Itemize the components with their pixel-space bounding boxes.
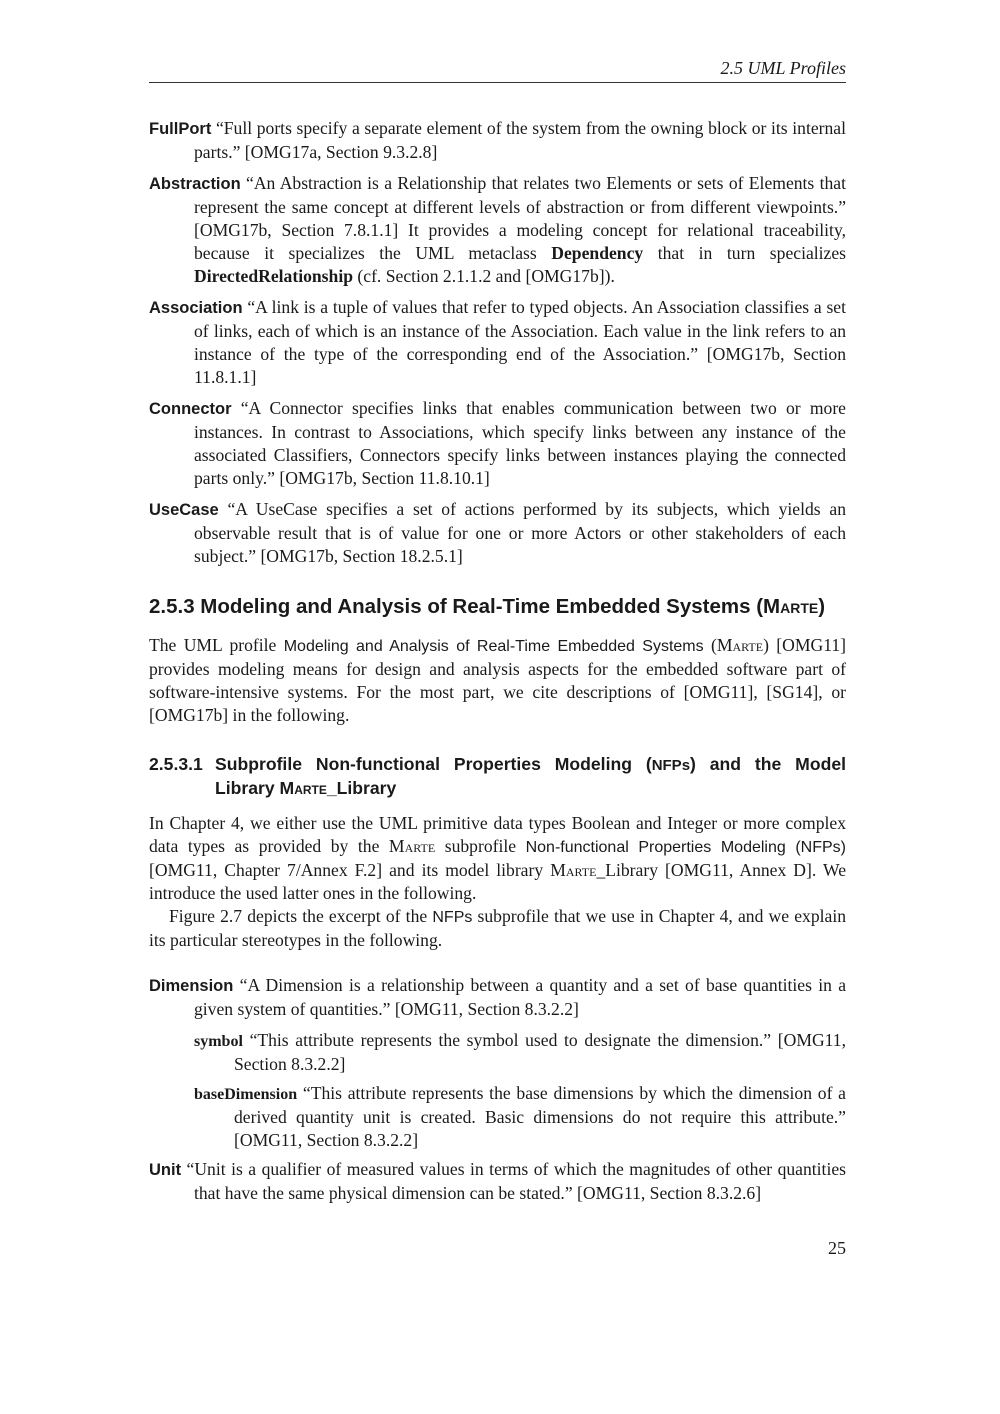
header-rule <box>149 82 846 83</box>
subsection-paragraph-2: Figure 2.7 depicts the excerpt of the NFPs subprofile that we use in Chapter 4, and we explain its particular stereotypes in the following. <box>149 906 846 950</box>
definition-term: Abstraction <box>149 175 241 193</box>
definition-text: “A Dimension is a relationship between a quantity and a set of base quantities in a given system of quantities.” [OMG11, Section 8.3.2.2] <box>194 975 846 1019</box>
running-head: 2.5 UML Profiles <box>720 58 846 78</box>
definition-term: Association <box>149 299 243 317</box>
subsection-number: 2.5.3.1 <box>149 754 203 774</box>
definition-association <box>149 296 846 389</box>
definition-text: “This attribute represents the base dimensions by which the dimension of a derived quantity unit is created. Basic dimensions do not require this attribute.” [OMG11, Section 8.3.2.2] <box>234 1083 846 1150</box>
page-number: 25 <box>828 1238 846 1258</box>
definition-text: “This attribute represents the symbol used to designate the dimension.” [OMG11, Section 8.3.2.2] <box>234 1030 847 1074</box>
definition-text: “A UseCase specifies a set of actions performed by its subjects, which yields an observable result that is of value for one or more Actors or other stakeholders of each subject.” [OMG17b, Section 18.2.5.1] <box>194 499 847 566</box>
definition-symbol <box>194 1029 846 1076</box>
definition-text: (cf. Section 2.1.1.2 and [OMG17b]). <box>353 266 615 286</box>
metaclass-name: Dependency <box>551 243 644 263</box>
subsection-paragraph-1: In Chapter 4, we either use the UML primitive data types Boolean and Integer or more complex data types as provided by the Marte subprofile Non-functional Properties Modeling (NFPs) [OMG11, Chapter 7/Annex F.2] and its model library Marte_Library [OMG11, Annex D]. We introduce the used latter ones in the following. <box>149 813 847 903</box>
attribute-term: baseDimension <box>194 1086 298 1103</box>
definition-text: “Unit is a qualifier of measured values in terms of which the magnitudes of other quantities that have the same physical dimension can be stated.” [OMG11, Section 8.3.2.6] <box>186 1159 846 1203</box>
definition-abstraction <box>149 172 846 288</box>
definition-text: “Full ports specify a separate element of the system from the owning block or its internal parts.” [OMG17a, Section 9.3.2.8] <box>194 118 847 162</box>
definition-term: Unit <box>149 1161 182 1179</box>
definition-dimension <box>149 974 846 1021</box>
page-body <box>149 117 846 1213</box>
definition-connector <box>149 397 846 490</box>
definition-text: that in turn specializes <box>643 243 847 263</box>
definition-term: Connector <box>149 400 232 418</box>
definition-term: Dimension <box>149 977 234 995</box>
spacer <box>149 952 846 974</box>
section-paragraph: The UML profile Modeling and Analysis of Real-Time Embedded Systems (Marte) [OMG11] provides modeling means for design and analysis aspects for the embedded software part of software-intensive systems. For the most part, we cite descriptions of [OMG11], [SG14], or [OMG17b] in the following. <box>149 635 847 725</box>
definition-unit <box>149 1158 846 1205</box>
section-heading: 2.5.3 Modeling and Analysis of Real-Time Embedded Systems (Marte) <box>149 595 826 618</box>
attribute-term: symbol <box>194 1033 243 1050</box>
definition-text: “A link is a tuple of values that refer to typed objects. An Association classifies a set of links, each of which is an instance of the Association. Each value in the link refers to an instance of the type of the corresponding end of the Association.” [OMG17b, Section 11.8.1.1] <box>194 297 846 387</box>
subsection-heading: 2.5.3.1 Subprofile Non-functional Properties Modeling (NFPs) and the Model Library Marte_Library <box>149 754 846 798</box>
definition-basedimension <box>194 1082 846 1152</box>
metaclass-name: DirectedRelationship <box>194 266 353 286</box>
definition-usecase <box>149 498 846 568</box>
definition-term: UseCase <box>149 501 219 519</box>
definition-text: “An Abstraction is a Relationship that relates two Elements or sets of Elements that represent the same concept at different levels of abstraction or from different viewpoints.” [OMG17b, Section 7.8.1.1] It provides a modeling concept for relational traceability, because it specializes the UML metaclass <box>194 173 846 263</box>
definition-term: FullPort <box>149 120 212 138</box>
definition-text: “A Connector specifies links that enables communication between two or more instances. In contrast to Associations, which specify links between any instance of the associated Classifiers, Connectors specify links between instances playing the connected parts only.” [OMG17b, Section 11.8.10.1] <box>194 398 846 488</box>
definition-fullport <box>149 117 846 164</box>
